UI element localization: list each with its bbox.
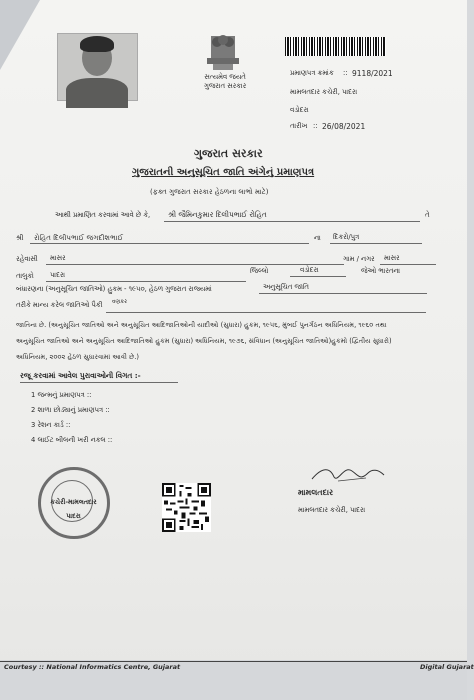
document-item: 1 જન્મનું પ્રમાણપત્ર :: (31, 391, 92, 399)
relation-line (330, 243, 422, 244)
holder-name: શ્રી જૈમિનકુમાર દિલીપભાઈ રોહિત (168, 210, 267, 219)
document-item: 2 શાળા છોડ્યાનું પ્રમાણપત્ર :: (31, 406, 110, 414)
resident-village: માસર (50, 254, 66, 262)
certificate-number-sep: :: (343, 69, 348, 77)
category-value: અનુસૂચિત જાતિ (263, 283, 309, 291)
issue-date: 26/08/2021 (322, 122, 366, 131)
certificate-note: (ફક્ત ગુજરાત સરકાર હેઠળના લાભો માટે) (150, 188, 269, 196)
village-label: ગામ / નગર (343, 255, 375, 263)
qr-code (162, 483, 211, 532)
legal-text-3: અધિનિયમ, ૨૦૦૨ હેઠળ સુધારવામાં આવી છે.) (16, 353, 139, 361)
taluka-value: પાદરા (50, 271, 66, 279)
relation: દિકરો/પુત્ર (333, 233, 360, 241)
category-line (259, 293, 427, 294)
legal-text-1: જાતિના છે. (અનુસૂચિત જાતિઓ અને અનુસૂચિત આદિજાતિઓની યાદીઓ (સુધારા) હુકમ, ૧૯૫૬, મુંબઈ પુનર્ગઠન અધિનિયમ, ૧૯૬૦ તથા (16, 321, 387, 329)
signature-title: મામલતદાર (298, 488, 334, 497)
government-title: ગુજરાત સરકાર (194, 147, 263, 160)
text-shri: શ્રી (16, 234, 24, 242)
certificate-number-label: પ્રમાણપત્ર ક્રમાંક (290, 69, 334, 77)
certificate-title: ગુજરાતની અનુસૂચિત જાતિ અંગેનું પ્રમાણપત્ર (132, 167, 315, 178)
father-name: રોહિત દિલીપભાઈ જગદીશભાઈ (34, 233, 124, 242)
caste-line (106, 312, 426, 313)
footer-rule (0, 661, 467, 662)
documents-heading: રજૂ કરવામાં આવેલ પુરાવાઓની વિગત :- (20, 371, 141, 380)
seal-text: કચેરી-મામલતદાર પાદરા (50, 498, 97, 520)
caste-intro: તરીકે માન્ય કરેલ જાતિઓ પૈકી (16, 301, 103, 309)
document-item: 3 રેશન કાર્ડ :: (31, 421, 71, 429)
applicant-photo (57, 33, 138, 101)
taluka-line (46, 281, 246, 282)
district-line (290, 276, 346, 277)
district-value: વડોદરા (300, 266, 319, 274)
issuing-office: મામલતદાર કચેરી, પાદરા (290, 88, 358, 96)
text-na: ના (314, 234, 321, 242)
officer-signature-icon (308, 463, 388, 485)
emblem-caption: સત્યમેવ જયતે ગુજરાત સરકાર (203, 73, 247, 90)
date-sep: :: (313, 122, 318, 130)
intro-text: આથી પ્રમાણિત કરવામાં આવે છે કે, (55, 211, 151, 219)
caste-value: વણકર (112, 299, 127, 305)
footer-courtesy: Courtesy :: National Informatics Centre, Gujarat (4, 663, 181, 671)
citizen-text: જેઓ ભારતના (361, 267, 401, 275)
footer-brand: Digital Gujarat (420, 663, 474, 671)
village-line (380, 264, 436, 265)
resident-label: રહેવાસી (16, 255, 38, 263)
village-value: માસર (384, 254, 400, 262)
document-item: 4 લાઈટ બીલની ખરી નકલ :: (31, 436, 113, 444)
folded-corner (0, 0, 40, 70)
holder-name-line (164, 221, 420, 222)
resident-line (46, 264, 344, 265)
taluka-label: તાલુકો (16, 272, 34, 280)
barcode (285, 37, 386, 56)
text-te: તે (425, 211, 430, 219)
issuing-district: વડોદરા (290, 106, 309, 114)
father-name-line (30, 243, 309, 244)
documents-heading-underline (20, 382, 178, 383)
signature-office: મામલતદાર કચેરી, પાદરા (298, 506, 366, 514)
certificate-number: 9118/2021 (352, 69, 393, 78)
date-label: તારીખ (290, 122, 308, 130)
constitution-text: બંધારણના (અનુસૂચિત જાતિઓ) હુકમ - ૧૯૫૦, હેઠળ ગુજરાત રાજ્યમાં (16, 285, 212, 293)
legal-text-2: અનુસૂચિત જાતિઓ અને અનુસૂચિત આદિજાતિઓ હુકમ (સુધારા) અધિનિયમ, ૧૯૭૬, સંવિધાન (અનુસૂચિત જાતિઓ)હુકમો (દ્વિતીય સુધારો) (16, 337, 392, 345)
district-label: જિલ્લો (250, 267, 269, 275)
